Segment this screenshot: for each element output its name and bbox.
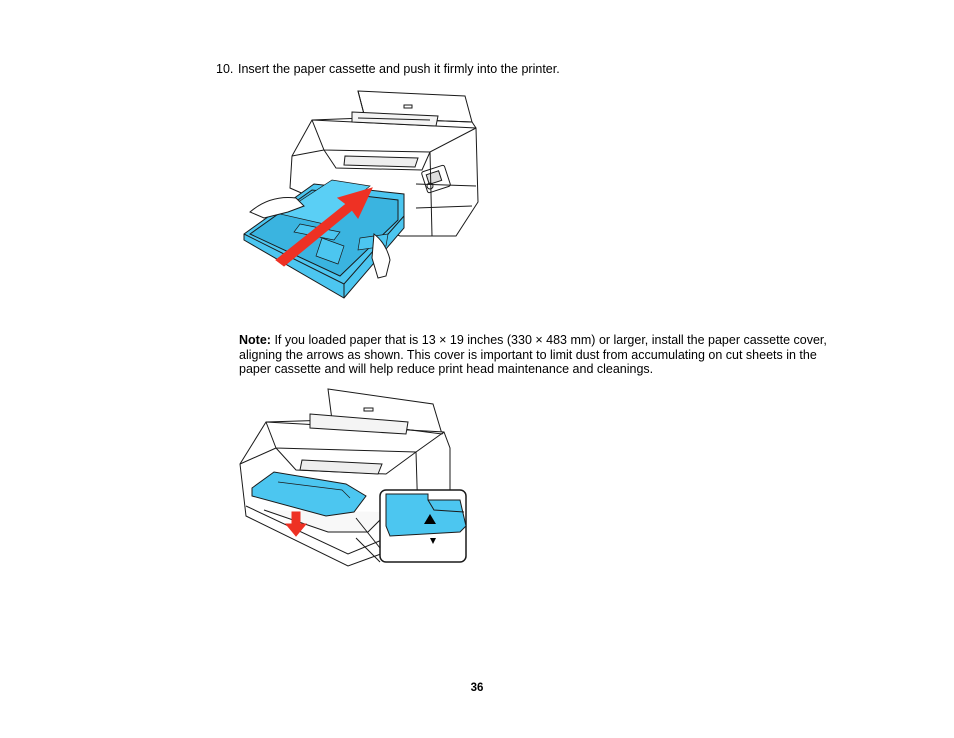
cassette-cover-illustration [238,386,470,568]
step-text: Insert the paper cassette and push it firmly into the printer. [238,62,560,76]
page-number: 36 [470,682,484,694]
note-text: If you loaded paper that is 13 × 19 inches (330 × 483 mm) or larger, install the paper cassette cover, aligning the arrows as shown. This cover is important to limit dust from accumulating on cut sheets in the paper cassette and will help reduce print head maintenance and cleanings. [239,333,827,376]
step-number: 10. [216,62,234,76]
step-instruction [216,62,560,76]
note-paragraph [239,333,829,377]
note-label: Note: [239,333,271,347]
insert-cassette-illustration [240,88,490,302]
